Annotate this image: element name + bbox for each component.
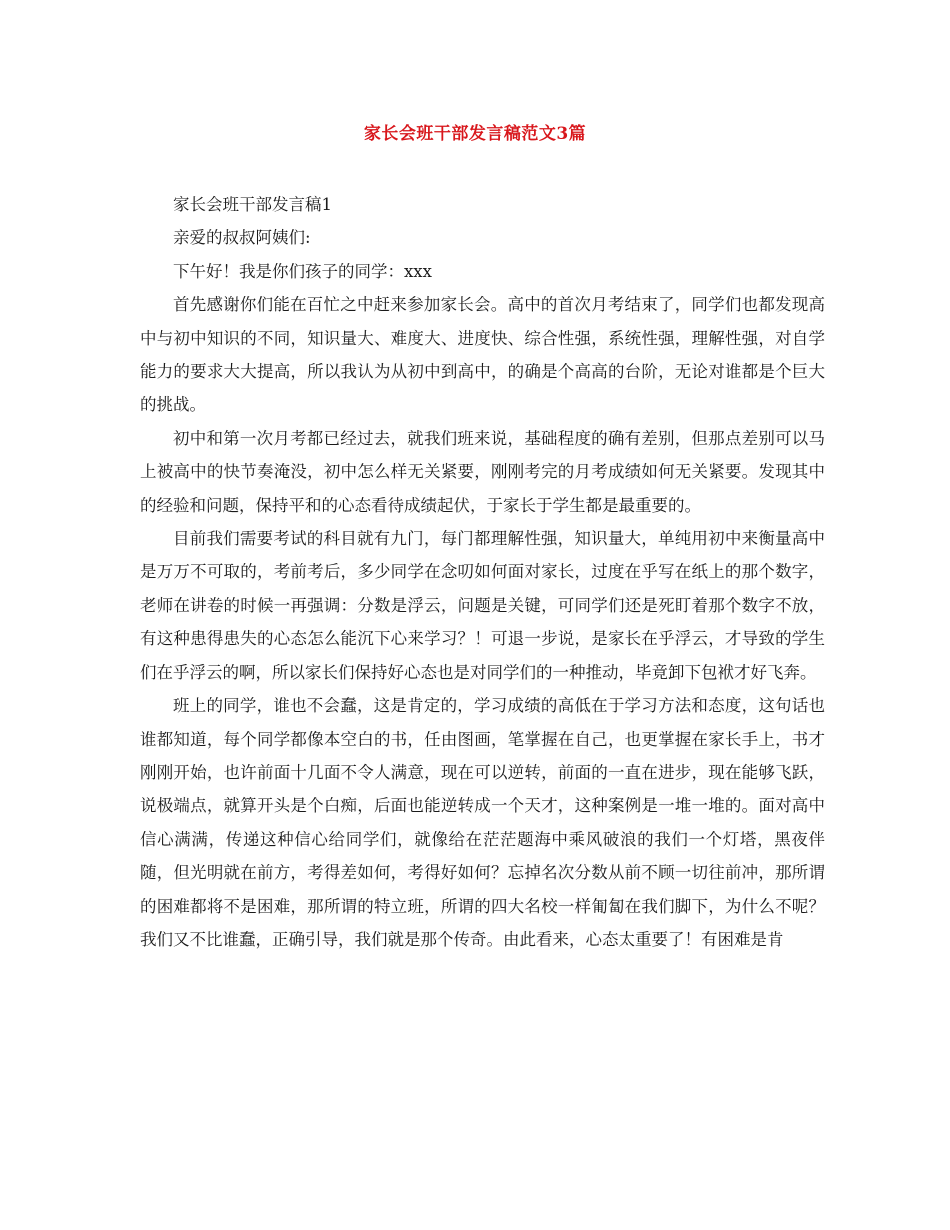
paragraph: 目前我们需要考试的科目就有九门，每门都理解性强，知识量大，单纯用初中来衡量高中是万万不可取的，考前考后，多少同学在念叨如何面对家长，过度在乎写在纸上的那个数字，老师在讲卷的时候一再强调：分数是浮云，问题是关键，可同学们还是死盯着那个数字不放，有这种患得患失的心态怎么能沉下心来学习？！可退一步说，是家长在乎浮云，才导致的学生们在乎浮云的啊，所以家长们保持好心态也是对同学们的一种推动，毕竟卸下包袱才好飞奔。 (140, 529, 825, 682)
salutation: 亲爱的叔叔阿姨们: (173, 228, 311, 248)
paragraph: 班上的同学，谁也不会蠢，这是肯定的，学习成绩的高低在于学习方法和态度，这句话也谁都知道，每个同学都像本空白的书，任由图画，笔掌握在自己，也更掌握在家长手上，书才刚刚开始，也许前面十几面不令人满意，现在可以逆转，前面的一直在进步，现在能够飞跃，说极端点，就算开头是个白痴，后面也能逆转成一个天才，这种案例是一堆一堆的。面对高中信心满满，传递这种信心给同学们，就像给在茫茫题海中乘风破浪的我们一个灯塔，黑夜伴随，但光明就在前方，考得差如何，考得好如何？忘掉名次分数从前不顾一切往前冲，那所谓的困难都将不是困难，那所谓的特立班，所谓的四大名校一样匍匐在我们脚下，为什么不呢？我们又不比谁蠢，正确引导，我们就是那个传奇。由此看来，心态太重要了！有困难是肯 (140, 696, 825, 949)
document-title: 家长会班干部发言稿范文3篇 (363, 124, 587, 144)
document-body (140, 188, 825, 956)
greeting: 下午好！我是你们孩子的同学：xxx (173, 261, 432, 281)
speech-heading: 家长会班干部发言稿1 (173, 195, 332, 214)
paragraph: 首先感谢你们能在百忙之中赶来参加家长会。高中的首次月考结束了，同学们也都发现高中与初中知识的不同，知识量大、难度大、进度快、综合性强，系统性强，理解性强，对自学能力的要求大大提高，所以我认为从初中到高中，的确是个高高的台阶，无论对谁都是个巨大的挑战。 (140, 295, 825, 415)
paragraph: 初中和第一次月考都已经过去，就我们班来说，基础程度的确有差别，但那点差别可以马上被高中的快节奏淹没，初中怎么样无关紧要，刚刚考完的月考成绩如何无关紧要。发现其中的经验和问题，保持平和的心态看待成绩起伏，于家长于学生都是最重要的。 (140, 428, 825, 515)
